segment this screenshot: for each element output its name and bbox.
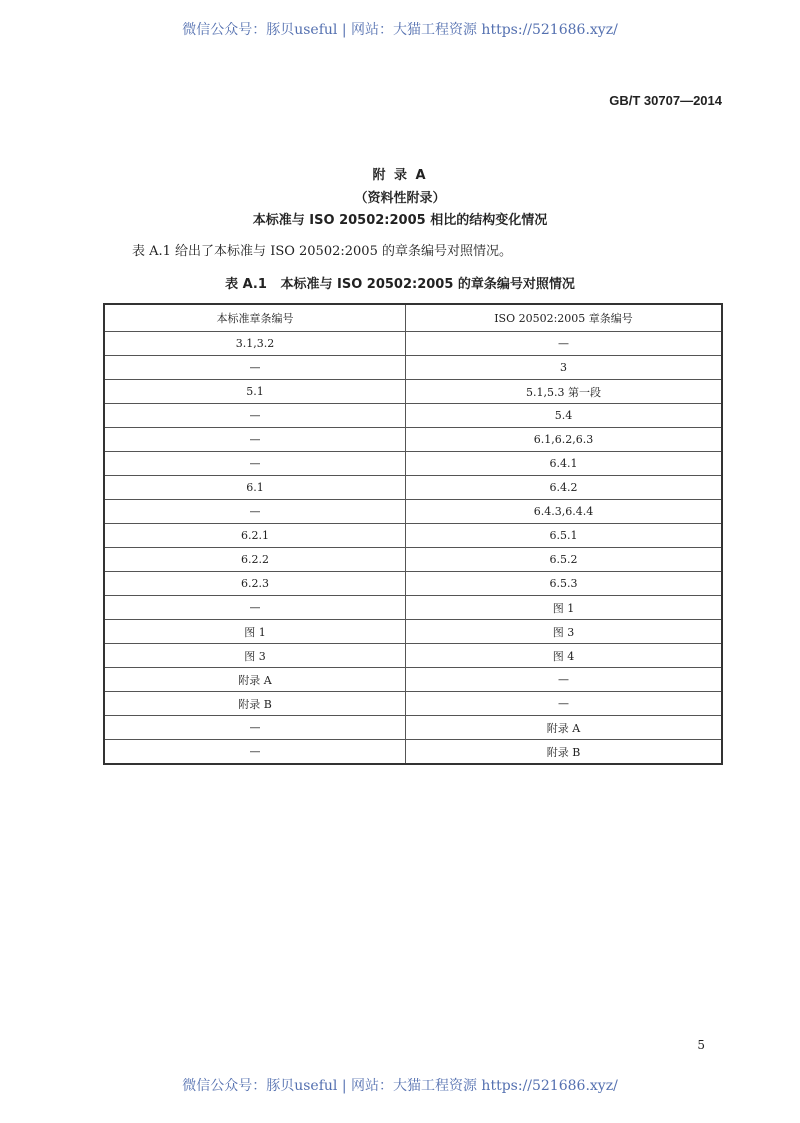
table-row <box>104 692 722 716</box>
table-cell: 6.4.1 <box>406 452 723 476</box>
intro-text: 表 A.1 给出了本标准与 ISO 20502:2005 的章条编号对照情况。 <box>132 244 512 259</box>
table-row <box>104 740 722 765</box>
table-row <box>104 404 722 428</box>
table-header-row <box>104 304 722 332</box>
table-cell: — <box>104 452 406 476</box>
table-cell: 图 3 <box>104 644 406 668</box>
table-cell: 6.5.3 <box>406 572 723 596</box>
page-number: 5 <box>697 1038 705 1052</box>
appendix-title: 附 录 A <box>372 168 428 183</box>
table-cell: 附录 A <box>104 668 406 692</box>
table-row <box>104 524 722 548</box>
table-cell: 附录 A <box>406 716 723 740</box>
table-row <box>104 356 722 380</box>
table-row <box>104 476 722 500</box>
table-cell: 6.2.2 <box>104 548 406 572</box>
table-row <box>104 500 722 524</box>
table-row <box>104 380 722 404</box>
table-cell: — <box>104 500 406 524</box>
table-cell: 附录 B <box>406 740 723 765</box>
table-cell: — <box>104 404 406 428</box>
table-row <box>104 452 722 476</box>
table-cell: — <box>104 740 406 765</box>
header-cell: 本标准章条编号 <box>104 304 406 332</box>
table-cell: 6.5.2 <box>406 548 723 572</box>
standard-number: GB/T 30707—2014 <box>609 93 722 108</box>
table-cell: — <box>406 692 723 716</box>
table-cell: 图 1 <box>104 620 406 644</box>
table-cell: — <box>406 332 723 356</box>
table-row <box>104 572 722 596</box>
table-cell: — <box>104 428 406 452</box>
table-cell: 6.1 <box>104 476 406 500</box>
table-cell: 图 4 <box>406 644 723 668</box>
table-row <box>104 668 722 692</box>
table-cell: 6.1,6.2,6.3 <box>406 428 723 452</box>
appendix-type: （资料性附录） <box>354 191 446 206</box>
table-cell: 6.4.3,6.4.4 <box>406 500 723 524</box>
table-cell: 6.2.3 <box>104 572 406 596</box>
table-row <box>104 596 722 620</box>
table-row <box>104 428 722 452</box>
table-row <box>104 548 722 572</box>
table-row <box>104 716 722 740</box>
table-cell: — <box>406 668 723 692</box>
table-cell: 5.1 <box>104 380 406 404</box>
table-cell: 附录 B <box>104 692 406 716</box>
watermark-bottom: 微信公众号：豚贝useful | 网站：大猫工程资源 https://521686.xyz/ <box>182 1078 618 1094</box>
table-cell: 6.4.2 <box>406 476 723 500</box>
table-cell: 3 <box>406 356 723 380</box>
mapping-table <box>103 303 723 765</box>
table-cell: 6.2.1 <box>104 524 406 548</box>
table-cell: — <box>104 716 406 740</box>
table-cell: 5.1,5.3 第一段 <box>406 380 723 404</box>
appendix-heading: 本标准与 ISO 20502:2005 相比的结构变化情况 <box>252 213 548 228</box>
table-cell: 图 3 <box>406 620 723 644</box>
table-row <box>104 620 722 644</box>
table-row <box>104 644 722 668</box>
header-cell: ISO 20502:2005 章条编号 <box>406 304 723 332</box>
table-caption: 表 A.1 本标准与 ISO 20502:2005 的章条编号对照情况 <box>225 277 575 292</box>
table-cell: 图 1 <box>406 596 723 620</box>
watermark-top: 微信公众号：豚贝useful | 网站：大猫工程资源 https://521686.xyz/ <box>182 22 618 38</box>
table-cell: 6.5.1 <box>406 524 723 548</box>
table-cell: — <box>104 596 406 620</box>
table-cell: 3.1,3.2 <box>104 332 406 356</box>
table-cell: — <box>104 356 406 380</box>
table-cell: 5.4 <box>406 404 723 428</box>
table-row <box>104 332 722 356</box>
